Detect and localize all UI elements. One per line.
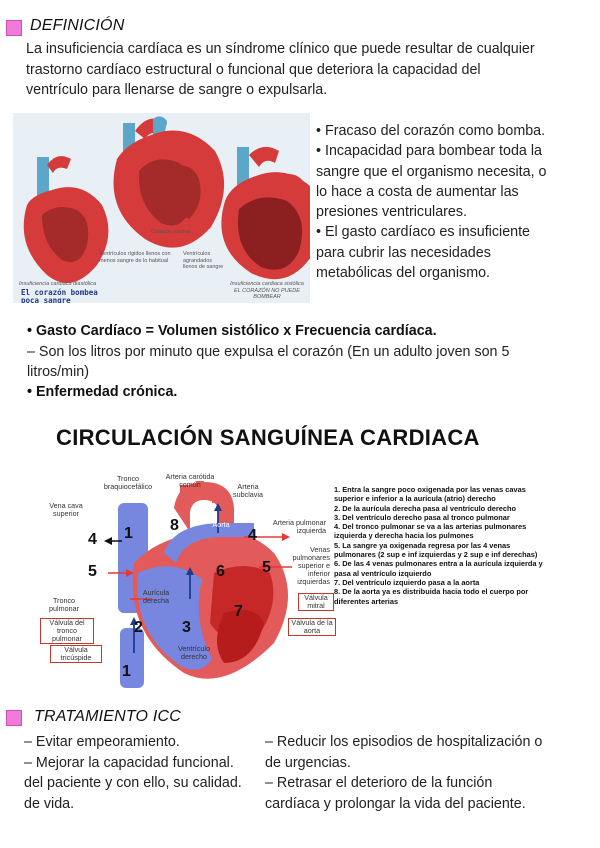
heart-diastolic xyxy=(24,156,109,283)
circulation-step: 4. Del tronco pulmonar se va a las arterias pulmonares izquierda y derecha hacia los pulmones xyxy=(334,522,527,541)
label-auricula-derecha: Aurícula derecha xyxy=(142,588,170,605)
step-number-5b: 5 xyxy=(262,559,271,576)
heart-normal xyxy=(114,116,225,247)
cardiac-output-desc-cont: litros/min) xyxy=(27,364,89,380)
circulation-step: 6. De las 4 venas pulmonares entra a la aurícula izquierda y pasa al ventrículo izquierdo xyxy=(334,559,543,578)
step-number-7: 7 xyxy=(234,603,243,620)
side-bullet-line: para cubrir las necesidades xyxy=(316,244,491,261)
step-number-4b: 4 xyxy=(248,527,257,544)
treatment-right-column xyxy=(265,732,542,814)
treatment-right-line: cardíaca y prolongar la vida del paciente. xyxy=(265,795,526,812)
step-number-5: 5 xyxy=(88,563,97,580)
side-bullet-line: presiones ventriculares. xyxy=(316,204,467,221)
cardiac-output-formula: • Gasto Cardíaco = Volumen sistólico x Frecuencia cardíaca. xyxy=(27,323,437,339)
side-bullet-line: • Fracaso del corazón como bomba. xyxy=(316,123,546,139)
cardiac-output-desc: – Son los litros por minuto que expulsa el corazón (En un adulto joven son 5 xyxy=(27,344,510,360)
label-rigid-ventricles: Ventrículos rígidos llenos con menos sangre de lo habitual xyxy=(99,251,171,264)
label-tronco-braquiocefalico: Tronco braquiocefálico xyxy=(103,474,153,491)
treatment-left-line: del paciente y con ello, su calidad. xyxy=(24,775,242,791)
label-vena-cava: Vena cava superior xyxy=(49,501,83,518)
side-bullet-line: sangre que el organismo necesita, o xyxy=(316,163,547,180)
label-arteria-subclavia: Arteria subclavia xyxy=(233,482,263,499)
heart-failure-illustration xyxy=(13,113,310,303)
treatment-left-column xyxy=(24,732,242,814)
handwritten-note: El corazón bombea poca sangre xyxy=(21,288,98,303)
label-tronco-pulmonar: Tronco pulmonar xyxy=(49,596,79,613)
side-bullet-line: • El gasto cardíaco es insuficiente xyxy=(316,224,531,241)
hearts-drawing xyxy=(13,113,310,303)
definition-heading: DEFINICIÓN xyxy=(30,17,125,34)
label-arteria-carotida: Arteria carótida común xyxy=(165,472,215,489)
side-bullet-list xyxy=(316,121,586,283)
side-bullet-line: • Incapacidad para bombear toda la xyxy=(316,143,542,160)
side-bullet-line: lo hace a costa de aumentar las xyxy=(316,183,519,200)
step-number-1b: 1 xyxy=(122,663,131,680)
heart-systolic xyxy=(221,147,310,279)
circulation-step: 1. Entra la sangre poco oxigenada por las venas cavas superior e inferior a la aurícula (atrio) derecho xyxy=(334,485,526,504)
circulation-step: 5. La sangre ya oxigenada regresa por las 4 venas pulmonares (2 sup e inf izquierdas y 2 sup e inf derechas) xyxy=(334,540,538,560)
circulation-step: 7. Del ventrículo izquierdo pasa a la aorta xyxy=(334,577,480,587)
chronic-disease-bullet: • Enfermedad crónica. xyxy=(27,384,178,400)
circulation-title: CIRCULACIÓN SANGUÍNEA CARDIACA xyxy=(56,425,480,450)
step-number-2: 2 xyxy=(134,619,143,636)
treatment-right-line: – Reducir los episodios de hospitalización o xyxy=(265,734,543,750)
definition-line: trastorno cardíaco estructural o funcional que deteriora la capacidad del xyxy=(26,61,481,78)
step-number-3: 3 xyxy=(182,619,191,636)
label-venas-pulmonares: Venas pulmonares superior e inferior izquierdas xyxy=(292,545,330,586)
label-valvula-tricuspide: Válvula tricúspide xyxy=(50,645,102,663)
step-number-6: 6 xyxy=(216,563,225,580)
label-enlarged-ventricles: Ventrículos agrandados llenos de sangre xyxy=(183,251,224,270)
circulation-steps xyxy=(334,485,552,606)
definition-text xyxy=(26,39,535,101)
definition-line: ventrículo para llenarse de sangre o expulsarla. xyxy=(26,82,328,98)
treatment-right-line: – Retrasar el deterioro de la función xyxy=(265,775,493,791)
step-number-8: 8 xyxy=(170,517,179,534)
circulation-diagram xyxy=(34,413,554,696)
label-valvula-tronco: Válvula del tronco pulmonar xyxy=(40,618,94,644)
definition-line: La insuficiencia cardíaca es un síndrome clínico que puede resultar de cualquier xyxy=(26,41,535,57)
label-valvula-aorta: Válvula de la aorta xyxy=(288,618,336,636)
caption-diastolic: Insuficiencia cardiaca diastólica xyxy=(19,281,97,287)
heading-marker-square xyxy=(6,710,22,726)
label-valvula-mitral: Válvula mitral xyxy=(298,593,334,611)
label-ventriculo-derecho: Ventrículo derecho xyxy=(178,644,210,661)
treatment-heading: TRATAMIENTO ICC xyxy=(34,708,181,725)
step-number-1: 1 xyxy=(124,525,133,542)
circulation-step: 2. De la aurícula derecha pasa al ventrículo derecho xyxy=(334,503,516,513)
step-number-4: 4 xyxy=(88,531,97,548)
label-aorta: Aorta xyxy=(212,520,230,529)
treatment-left-line: de vida. xyxy=(24,795,75,812)
caption-systolic-sub: EL CORAZÓN NO PUEDE BOMBEAR xyxy=(234,287,300,300)
side-bullet-line: metabólicas del organismo. xyxy=(316,265,491,282)
treatment-left-line: – Mejorar la capacidad funcional. xyxy=(24,754,234,771)
label-normal-heart: Corazón normal xyxy=(151,229,191,235)
circulation-step: 8. De la aorta ya es distribuida hacia todo el cuerpo por diferentes arterias xyxy=(334,587,529,606)
treatment-right-line: de urgencias. xyxy=(265,754,351,771)
treatment-left-line: – Evitar empeoramiento. xyxy=(24,734,180,750)
heading-marker-square xyxy=(6,20,22,36)
label-arteria-pulmonar: Arteria pulmonar izquierda xyxy=(272,518,326,535)
caption-systolic-title: Insuficiencia cardiaca sistólica xyxy=(230,281,304,287)
caption-systolic xyxy=(227,281,307,301)
circulation-step: 3. Del ventrículo derecho pasa al tronco pulmonar xyxy=(334,512,510,522)
